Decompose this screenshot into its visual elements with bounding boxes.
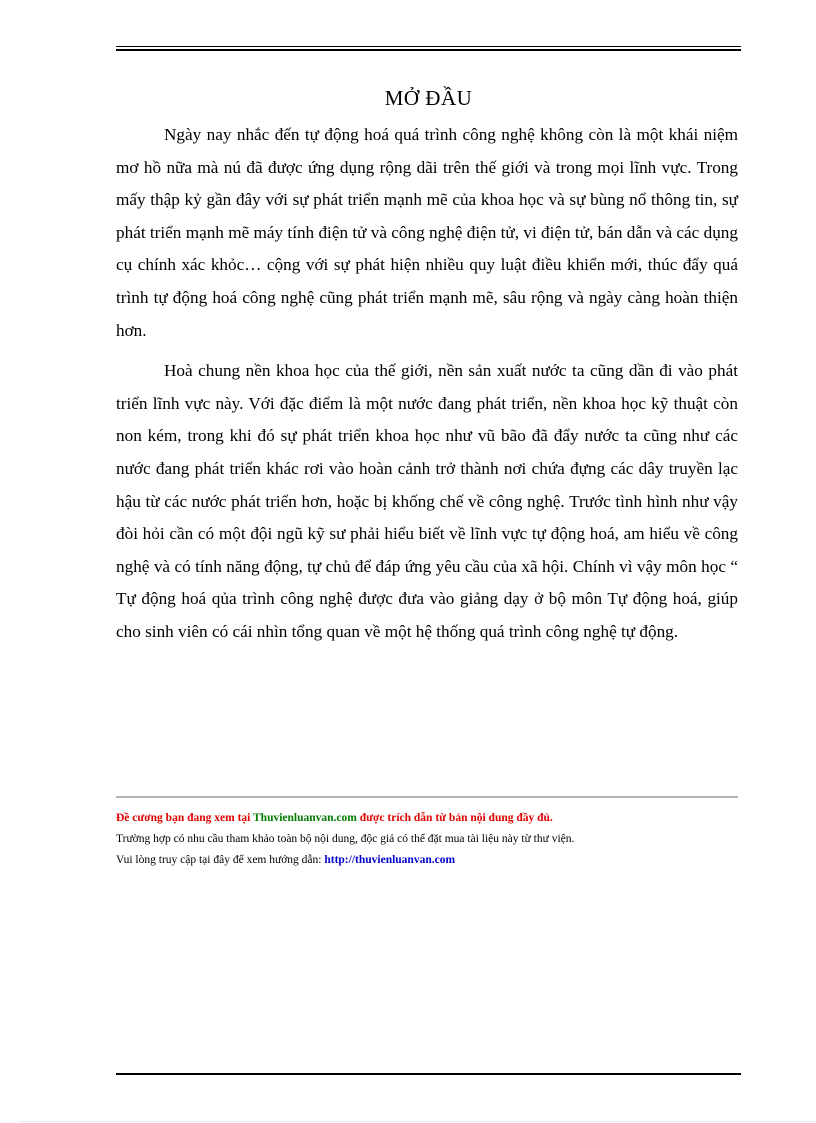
notice-line-1-suffix: được trích dẫn từ bản nội dung đầy đủ.: [356, 812, 553, 824]
notice-link[interactable]: http://thuvienluanvan.com: [324, 854, 456, 866]
footer-rule: [116, 1073, 741, 1075]
source-notice: [116, 808, 738, 871]
notice-line-3-prefix: Vui lòng truy cập tại đây để xem hướng dẫn:: [116, 854, 325, 866]
header-rule-thick: [116, 49, 741, 51]
notice-line-2: Trường hợp có nhu cầu tham khảo toàn bộ nội dung, độc giả có thể đặt mua tài liệu này từ thư viện.: [116, 833, 575, 845]
notice-site-name[interactable]: Thuvienluanvan.com: [253, 812, 357, 824]
paragraph-2: Hoà chung nền khoa học của thế giới, nền sản xuất nước ta cũng dần đi vào phát triển lĩnh vực này. Với đặc điểm là một nước đang phát triển, nền khoa học kỹ thuật còn non kém, trong khi đó sự phát triển khoa học như vũ bão đã đẩy nước ta cũng như các nước đang phát triển khác rơi vào hoàn cảnh trở thành nơi chứa đựng các dây truyền lạc hậu từ các nước phát triển hơn, hoặc bị khống chế về công nghệ. Trước tình hình như vậy đòi hỏi cần có một đội ngũ kỹ sư phải hiểu biết về lĩnh vực tự động hoá, am hiểu về công nghệ và có tính năng động, tự chủ để đáp ứng yêu cầu của xã hội. Chính vì vậy môn học “ Tự động hoá qủa trình công nghệ được đưa vào giảng dạy ở bộ môn Tự động hoá, giúp cho sinh viên có cái nhìn tổng quan về một hệ thống quá trình công nghệ tự động.: [116, 361, 738, 641]
page-edge: [20, 1121, 816, 1122]
page-title: MỞ ĐẦU: [384, 86, 473, 110]
paragraph-1: Ngày nay nhắc đến tự động hoá quá trình công nghệ không còn là một khái niệm mơ hồ nữa mà nú đã được ứng dụng rộng dãi trên thế giới và trong mọi lĩnh vực. Trong mấy thập kỷ gần đây với sự phát triển mạnh mẽ của khoa học và sự bùng nổ thông tin, sự phát triển mạnh mẽ máy tính điện tử và công nghệ điện tử, vi điện tử, bán dẫn và các dụng cụ chính xác khỏc… cộng với sự phát hiện nhiều quy luật điều khiển mới, thúc đẩy quá trình tự động hoá công nghệ cũng phát triển mạnh mẽ, sâu rộng và ngày càng hoàn thiện hơn.: [116, 125, 738, 340]
notice-line-3: [116, 850, 738, 871]
notice-line-1-prefix: Đề cương bạn đang xem tại: [116, 812, 254, 824]
body-text: [116, 119, 738, 649]
notice-divider: [116, 796, 738, 798]
notice-line-1: [116, 808, 738, 829]
header-rule-thin: [116, 46, 741, 47]
